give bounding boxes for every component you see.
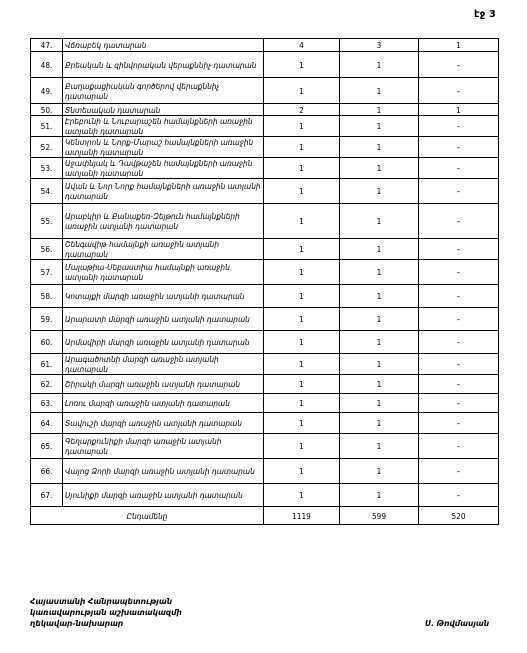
court-name: Տնտեսական դատարան [63, 104, 264, 116]
total-label: Ընդամենը [31, 507, 264, 525]
court-name: Աջափնյակ և Դավթաշեն համայնքների առաջին ատյանի դատարան [63, 158, 264, 179]
value-col-2: 1 [340, 375, 419, 394]
court-name: Ավան և Նոր Նորք համայնքների առաջին ատյանի դատարան [63, 179, 264, 204]
total-value-col-2: 599 [340, 507, 419, 525]
value-col-2: 1 [340, 260, 419, 285]
table-row [31, 78, 499, 104]
value-col-3: – [419, 179, 499, 204]
value-col-2: 1 [340, 484, 419, 507]
value-col-2: 1 [340, 137, 419, 158]
court-name: Էրեբունի և Նուբարաշեն համայնքների առաջին ատյանի դատարան [63, 116, 264, 137]
value-col-3: – [419, 204, 499, 239]
court-name: Շենգավիթ համայնքի առաջին ատյանի դատարան [63, 239, 264, 260]
value-col-2: 1 [340, 158, 419, 179]
value-col-3: – [419, 137, 499, 158]
value-col-3: – [419, 354, 499, 375]
table-row [31, 434, 499, 459]
row-number: 55. [31, 204, 63, 239]
table-row [31, 285, 499, 308]
value-col-1: 4 [264, 39, 340, 52]
value-col-1: 1 [264, 354, 340, 375]
value-col-1: 1 [264, 137, 340, 158]
table-row [31, 52, 499, 78]
table-body [31, 39, 499, 525]
court-name: Արագածոտնի մարզի առաջին ատյանի դատարան [63, 354, 264, 375]
signatory-name: Ս. Թովմասյան [425, 619, 490, 628]
value-col-3: – [419, 308, 499, 331]
table-row [31, 413, 499, 434]
row-number: 66. [31, 459, 63, 484]
value-col-3: – [419, 52, 499, 78]
value-col-1: 1 [264, 434, 340, 459]
value-col-1: 1 [264, 459, 340, 484]
value-col-3: – [419, 375, 499, 394]
value-col-3: – [419, 413, 499, 434]
value-col-3: – [419, 459, 499, 484]
court-name: Արաբկիր և Քանաքեռ-Զեյթուն համայնքների առաջին ատյանի դատարան [63, 204, 264, 239]
signature-title-line-3: ղեկավար-նախարար [30, 619, 124, 628]
table-row [31, 260, 499, 285]
court-name: Վայոց Ձորի մարզի առաջին ատյանի դատարան [63, 459, 264, 484]
court-name: Գեղարքունիքի մարզի առաջին ատյանի դատարան [63, 434, 264, 459]
value-col-1: 2 [264, 104, 340, 116]
value-col-1: 1 [264, 308, 340, 331]
row-number: 49. [31, 78, 63, 104]
court-name: Կոտայքի մարզի առաջին ատյանի դատարան [63, 285, 264, 308]
row-number: 64. [31, 413, 63, 434]
table-row [31, 375, 499, 394]
row-number: 65. [31, 434, 63, 459]
value-col-2: 1 [340, 239, 419, 260]
table-row [31, 179, 499, 204]
row-number: 67. [31, 484, 63, 507]
value-col-1: 1 [264, 285, 340, 308]
table-row [31, 158, 499, 179]
row-number: 62. [31, 375, 63, 394]
value-col-1: 1 [264, 179, 340, 204]
value-col-3: – [419, 78, 499, 104]
value-col-1: 1 [264, 204, 340, 239]
value-col-2: 1 [340, 179, 419, 204]
table-row [31, 308, 499, 331]
value-col-3: – [419, 116, 499, 137]
total-value-col-1: 1119 [264, 507, 340, 525]
value-col-3: – [419, 239, 499, 260]
value-col-3: – [419, 285, 499, 308]
signature-title-line-2: կառավարության աշխատակազմի [30, 608, 182, 617]
value-col-2: 1 [340, 78, 419, 104]
row-number: 51. [31, 116, 63, 137]
value-col-3: 1 [419, 39, 499, 52]
value-col-3: – [419, 260, 499, 285]
table-row [31, 331, 499, 354]
row-number: 61. [31, 354, 63, 375]
value-col-2: 1 [340, 331, 419, 354]
court-name: Վճռաբեկ դատարան [63, 39, 264, 52]
row-number: 48. [31, 52, 63, 78]
row-number: 50. [31, 104, 63, 116]
value-col-1: 1 [264, 78, 340, 104]
value-col-2: 1 [340, 394, 419, 413]
row-number: 53. [31, 158, 63, 179]
value-col-2: 1 [340, 354, 419, 375]
value-col-1: 1 [264, 331, 340, 354]
row-number: 58. [31, 285, 63, 308]
value-col-1: 1 [264, 239, 340, 260]
table-row [31, 484, 499, 507]
court-name: Լոռու մարզի առաջին ատյանի դատարան [63, 394, 264, 413]
value-col-2: 1 [340, 308, 419, 331]
value-col-2: 1 [340, 434, 419, 459]
value-col-1: 1 [264, 52, 340, 78]
court-name: Շիրակի մարզի առաջին ատյանի դատարան [63, 375, 264, 394]
table-row [31, 354, 499, 375]
court-name: Սյունիքի մարզի առաջին ատյանի դատարան [63, 484, 264, 507]
value-col-1: 1 [264, 394, 340, 413]
value-col-1: 1 [264, 116, 340, 137]
signature-block [30, 596, 182, 629]
value-col-2: 1 [340, 52, 419, 78]
row-number: 60. [31, 331, 63, 354]
value-col-3: – [419, 331, 499, 354]
staff-table [30, 38, 499, 525]
value-col-1: 1 [264, 413, 340, 434]
value-col-2: 1 [340, 204, 419, 239]
value-col-1: 1 [264, 375, 340, 394]
value-col-2: 1 [340, 104, 419, 116]
table-row [31, 239, 499, 260]
table-row [31, 204, 499, 239]
value-col-2: 1 [340, 285, 419, 308]
court-name: Քաղաքացիական գործերով վերաքննիչ դատարան [63, 78, 264, 104]
value-col-3: – [419, 434, 499, 459]
value-col-1: 1 [264, 484, 340, 507]
value-col-3: – [419, 158, 499, 179]
total-row [31, 507, 499, 525]
total-value-col-3: 520 [419, 507, 499, 525]
table-row [31, 137, 499, 158]
row-number: 63. [31, 394, 63, 413]
signature-title-line-1: Հայաստանի Հանրապետության [30, 597, 173, 606]
value-col-1: 1 [264, 158, 340, 179]
row-number: 47. [31, 39, 63, 52]
court-name: Տավուշի մարզի առաջին ատյանի դատարան [63, 413, 264, 434]
table-row [31, 39, 499, 52]
value-col-2: 3 [340, 39, 419, 52]
value-col-3: – [419, 394, 499, 413]
court-name: Մալաթիա-Սեբաստիա համայնքի առաջին ատյանի դատարան [63, 260, 264, 285]
page-number: էջ 3 [474, 9, 496, 20]
value-col-3: – [419, 484, 499, 507]
table-row [31, 104, 499, 116]
row-number: 56. [31, 239, 63, 260]
row-number: 52. [31, 137, 63, 158]
row-number: 57. [31, 260, 63, 285]
value-col-3: 1 [419, 104, 499, 116]
table-row [31, 116, 499, 137]
table-row [31, 394, 499, 413]
value-col-1: 1 [264, 260, 340, 285]
row-number: 59. [31, 308, 63, 331]
court-name: Արմավիրի մարզի առաջին ատյանի դատարան [63, 331, 264, 354]
row-number: 54. [31, 179, 63, 204]
value-col-2: 1 [340, 116, 419, 137]
value-col-2: 1 [340, 413, 419, 434]
court-name: Կենտրոն և Նորք-Մարաշ համայնքների առաջին ատյանի դատարան [63, 137, 264, 158]
table-row [31, 459, 499, 484]
court-name: Արարատի մարզի առաջին ատյանի դատարան [63, 308, 264, 331]
court-name: Քրեական և զինվորական վերաքննիչ դատարան [63, 52, 264, 78]
value-col-2: 1 [340, 459, 419, 484]
